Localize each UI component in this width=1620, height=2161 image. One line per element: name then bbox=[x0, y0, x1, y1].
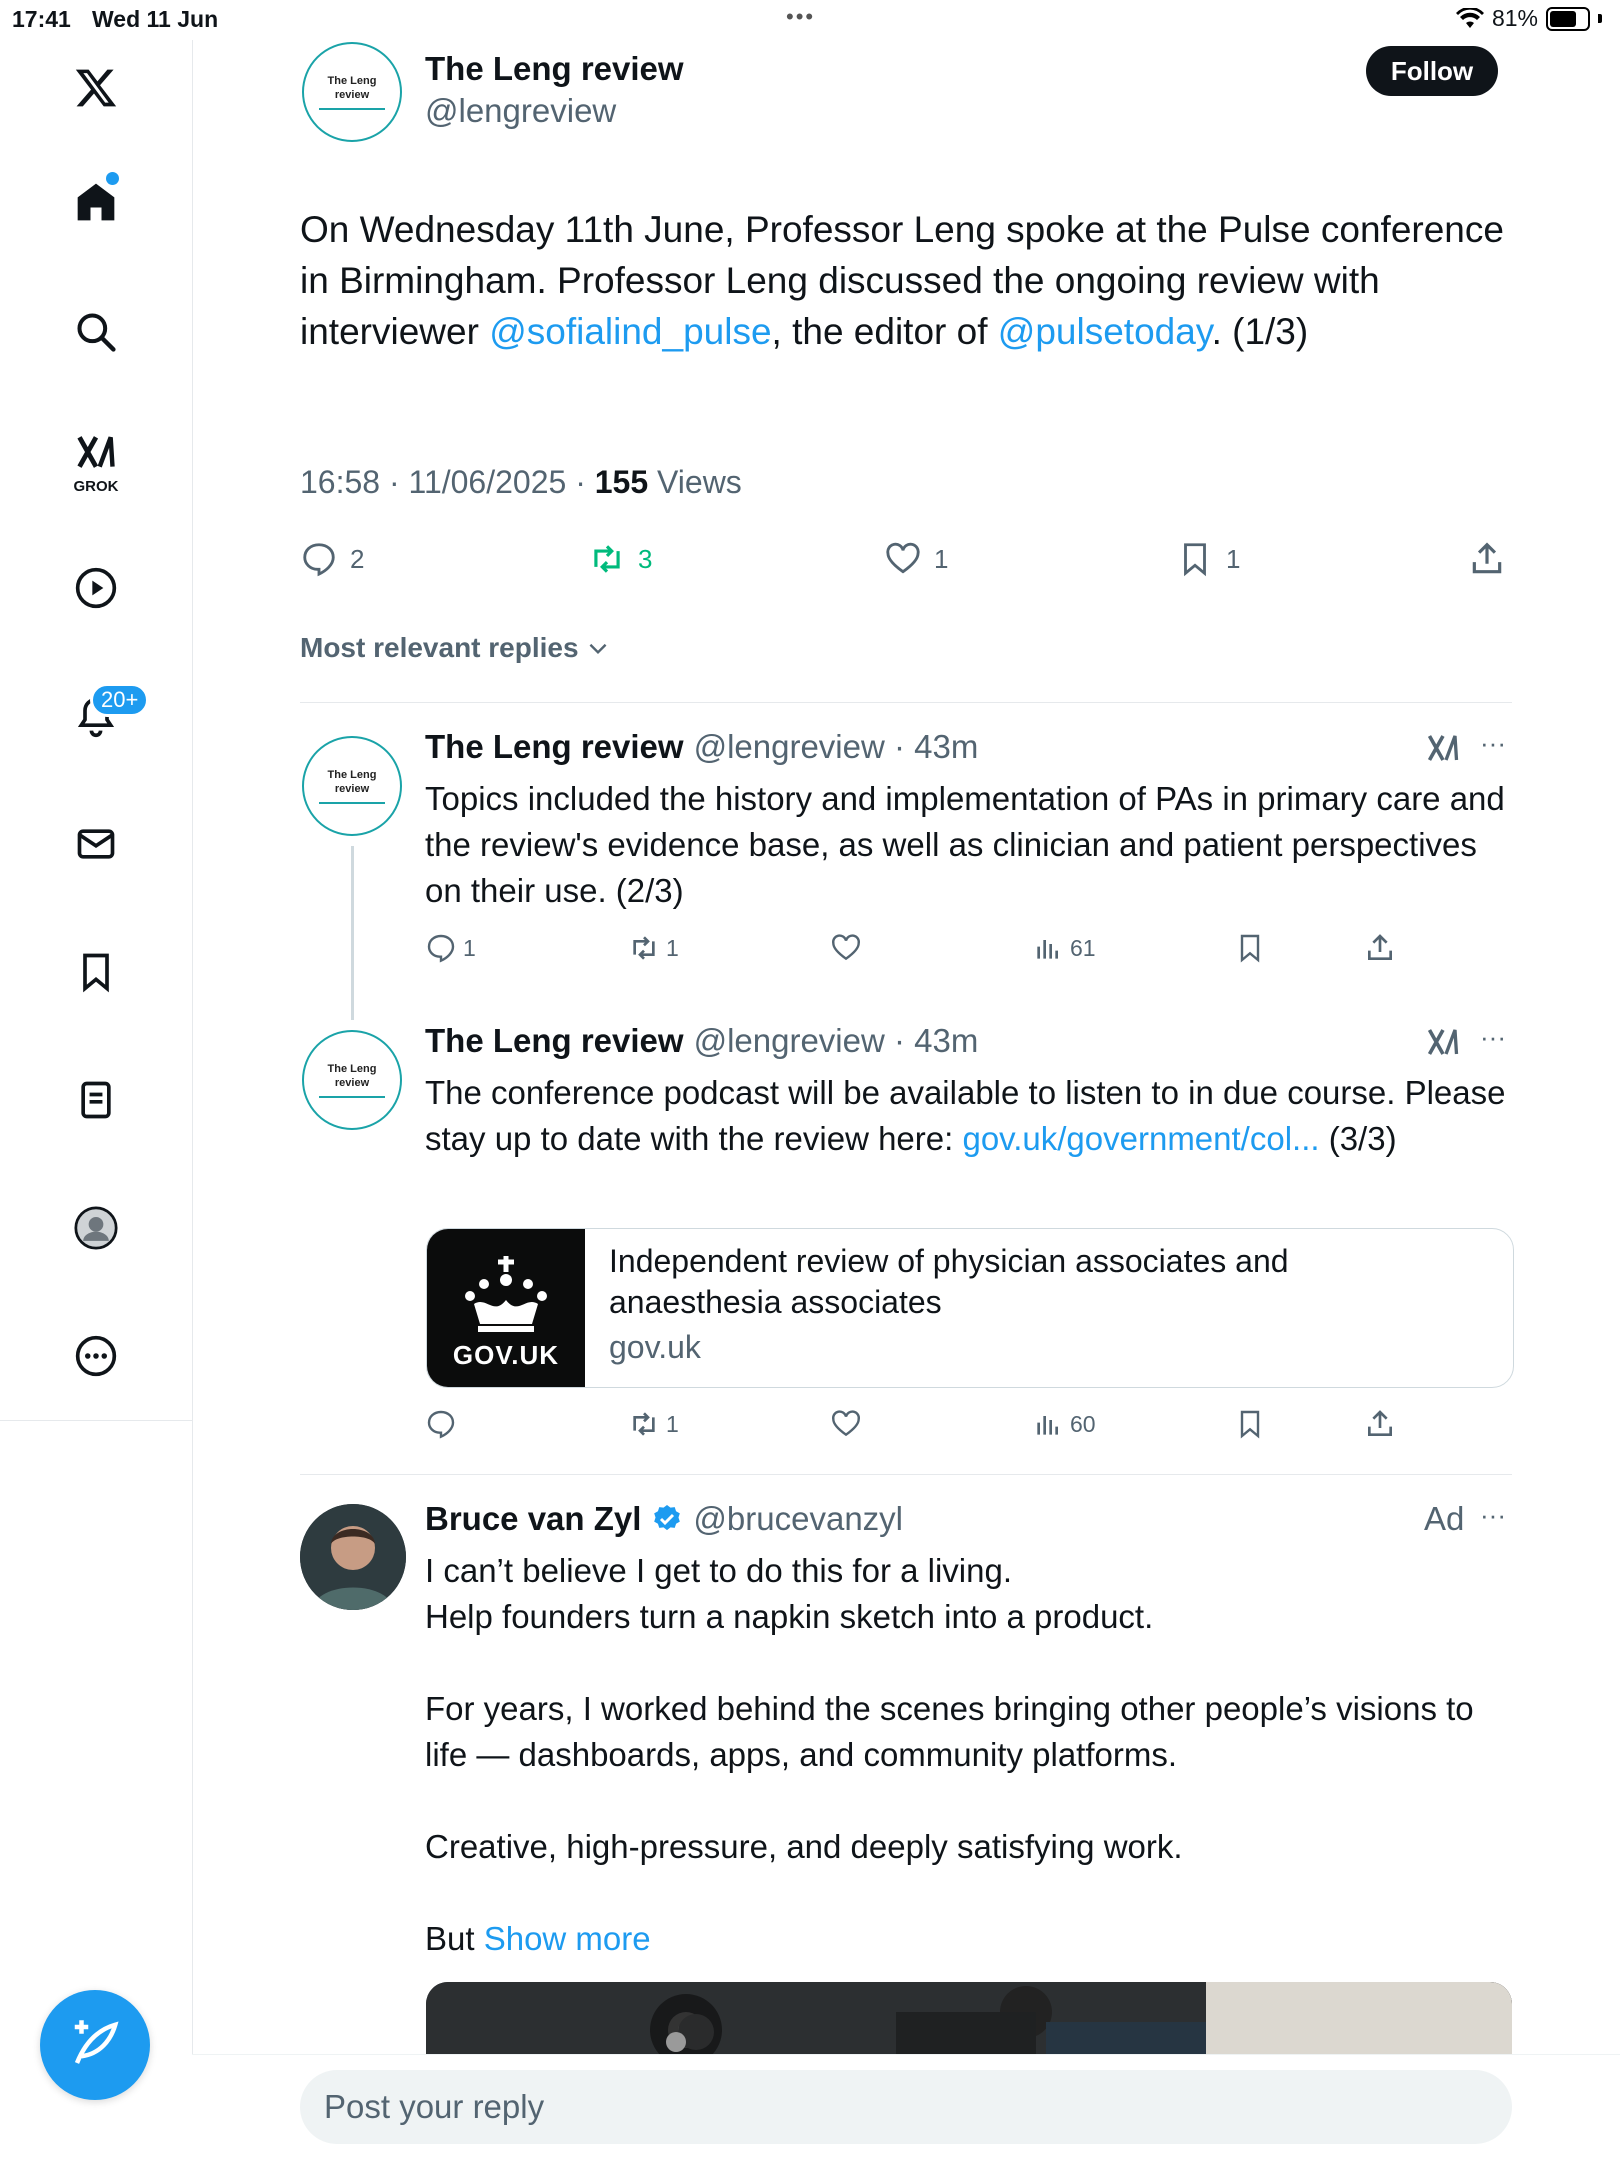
ad-author-name[interactable]: Bruce van Zyl bbox=[425, 1500, 642, 1537]
main-tweet-text bbox=[300, 204, 1512, 357]
ad-line2: Help founders turn a napkin sketch into a product. bbox=[425, 1598, 1154, 1635]
reply-header bbox=[425, 728, 978, 766]
ad-para4-text: But bbox=[425, 1920, 484, 1957]
bookmark-count: 1 bbox=[1226, 543, 1241, 574]
repost-icon bbox=[588, 540, 626, 578]
card-domain: gov.uk bbox=[609, 1329, 701, 1365]
bookmark-button[interactable] bbox=[1234, 1408, 1266, 1440]
avatar-underline bbox=[319, 1096, 384, 1098]
battery-tip bbox=[1598, 14, 1602, 23]
bookmark-button[interactable] bbox=[1234, 932, 1266, 964]
bookmark-icon bbox=[1234, 932, 1266, 964]
grok-label: GROK bbox=[73, 478, 119, 495]
main-tweet-text-part3: . (1/3) bbox=[1211, 311, 1309, 352]
crown-icon bbox=[458, 1252, 554, 1340]
analytics-icon bbox=[1032, 1408, 1064, 1440]
x-logo-icon[interactable] bbox=[66, 58, 126, 118]
main-tweet-avatar[interactable] bbox=[302, 42, 402, 142]
reply-button[interactable] bbox=[425, 1408, 457, 1440]
repost-count: 1 bbox=[666, 934, 679, 961]
gov-uk-link[interactable]: gov.uk/government/col... bbox=[962, 1120, 1320, 1157]
repost-count: 3 bbox=[638, 543, 653, 574]
avatar-underline bbox=[319, 108, 384, 110]
reply-header bbox=[425, 1022, 978, 1060]
status-right bbox=[1456, 5, 1602, 32]
show-more-link[interactable]: Show more bbox=[483, 1920, 651, 1957]
reply-text: Topics included the history and implementation of PAs in primary care and the review's evidence base, as well as clinician and patient perspectives on their use. (2/3) bbox=[425, 780, 1505, 909]
gov-uk-logo-text: GOV.UK bbox=[452, 1340, 560, 1370]
like-count: 1 bbox=[934, 543, 949, 574]
bookmark-button[interactable] bbox=[1176, 540, 1240, 578]
avatar-text-line1: The Leng bbox=[327, 769, 377, 781]
reply-author-meta[interactable]: @lengreview · 43m bbox=[693, 728, 979, 765]
share-button[interactable] bbox=[1364, 1408, 1396, 1440]
share-button[interactable] bbox=[1468, 540, 1506, 578]
link-preview-card[interactable] bbox=[426, 1228, 1514, 1388]
like-button[interactable] bbox=[830, 932, 862, 964]
share-icon bbox=[1364, 932, 1396, 964]
reply-author-meta[interactable]: @lengreview · 43m bbox=[693, 1022, 979, 1059]
thread-line bbox=[351, 846, 354, 1020]
views-count: 61 bbox=[1070, 934, 1096, 961]
main-tweet-text-part2: , the editor of bbox=[771, 311, 998, 352]
share-icon bbox=[1364, 1408, 1396, 1440]
battery-fill bbox=[1550, 11, 1576, 27]
bookmarks-icon[interactable] bbox=[66, 942, 126, 1002]
more-icon[interactable] bbox=[66, 1326, 126, 1386]
grok-icon[interactable] bbox=[66, 422, 126, 482]
status-date: Wed 11 Jun bbox=[92, 6, 219, 32]
avatar-text-line1: The Leng bbox=[327, 75, 377, 87]
follow-button[interactable]: Follow bbox=[1366, 46, 1498, 96]
avatar-text-line2: review bbox=[334, 783, 370, 795]
more-options-icon[interactable]: ··· bbox=[1480, 1022, 1506, 1052]
multitask-dots-icon[interactable]: ••• bbox=[786, 4, 816, 29]
avatar-text-line2: review bbox=[334, 1077, 370, 1089]
views-button[interactable] bbox=[1032, 1408, 1096, 1440]
ad-spacer bbox=[425, 1640, 1515, 1686]
sidebar-divider bbox=[0, 1420, 192, 1421]
share-button[interactable] bbox=[1364, 932, 1396, 964]
battery-icon bbox=[1546, 7, 1590, 31]
battery-percent: 81% bbox=[1491, 5, 1538, 31]
replies-sort-label: Most relevant replies bbox=[300, 632, 579, 663]
repost-icon bbox=[628, 1408, 660, 1440]
video-icon[interactable] bbox=[66, 558, 126, 618]
like-button[interactable] bbox=[884, 540, 948, 578]
heart-icon bbox=[830, 1408, 862, 1440]
reply-author-name[interactable]: The Leng review bbox=[425, 1022, 684, 1059]
search-icon[interactable] bbox=[66, 302, 126, 362]
person-photo-icon bbox=[300, 1504, 406, 1610]
repost-count: 1 bbox=[666, 1410, 679, 1437]
reply-avatar[interactable] bbox=[302, 736, 402, 836]
avatar-text-line1: The Leng bbox=[327, 1063, 377, 1075]
main-tweet-timestamp[interactable]: 16:58 · 11/06/2025 · bbox=[300, 464, 595, 500]
status-time: 17:41 bbox=[12, 6, 71, 32]
lists-icon[interactable] bbox=[66, 1070, 126, 1130]
card-title: Independent review of physician associates and anaesthesia associates bbox=[609, 1243, 1289, 1320]
mention-pulsetoday[interactable]: @pulsetoday bbox=[997, 311, 1212, 352]
main-tweet-author-handle[interactable]: @lengreview bbox=[425, 92, 617, 129]
ad-para3: Creative, high-pressure, and deeply satisfying work. bbox=[425, 1828, 1183, 1865]
ad-para4 bbox=[425, 1916, 1515, 1962]
profile-icon[interactable] bbox=[66, 1198, 126, 1258]
bookmark-icon bbox=[1176, 540, 1214, 578]
main-tweet-meta bbox=[300, 464, 742, 501]
ad-author-avatar[interactable] bbox=[300, 1504, 406, 1610]
heart-icon bbox=[830, 932, 862, 964]
views-label: Views bbox=[648, 464, 742, 500]
ad-media-image[interactable] bbox=[426, 1982, 1512, 2062]
main-tweet-author-name[interactable]: The Leng review bbox=[425, 50, 684, 87]
home-icon[interactable] bbox=[66, 172, 126, 232]
ad-header bbox=[425, 1500, 903, 1538]
ad-author-handle[interactable]: @brucevanzyl bbox=[693, 1500, 904, 1537]
reply-icon bbox=[425, 1408, 457, 1440]
ad-text bbox=[425, 1548, 1515, 1962]
ad-spacer bbox=[425, 1778, 1515, 1824]
reply-author-name[interactable]: The Leng review bbox=[425, 728, 684, 765]
reply-text-part2: (3/3) bbox=[1319, 1120, 1397, 1157]
studio-equipment-photo bbox=[426, 1982, 1512, 2062]
ad-label: Ad bbox=[1424, 1500, 1465, 1537]
avatar-underline bbox=[319, 802, 384, 804]
grok-explain-icon[interactable] bbox=[1425, 730, 1461, 766]
gov-uk-thumbnail bbox=[427, 1229, 585, 1387]
main-tweet-text-part1: On Wednesday 11th June, Professor Leng spoke at the Pulse conference in Birmingham. Professor Leng discussed the ongoing review with interviewer bbox=[300, 209, 1504, 352]
status-bar bbox=[0, 0, 1620, 40]
views-count: 60 bbox=[1070, 1410, 1096, 1437]
mention-sofialind[interactable]: @sofialind_pulse bbox=[489, 311, 772, 352]
repost-button[interactable] bbox=[588, 540, 652, 578]
views-count: 155 bbox=[594, 464, 649, 500]
reply-icon bbox=[300, 540, 338, 578]
reply-avatar[interactable] bbox=[302, 1030, 402, 1130]
replies-sort-dropdown[interactable] bbox=[300, 632, 611, 664]
more-options-icon[interactable]: ··· bbox=[1480, 1500, 1506, 1530]
compose-post-button[interactable] bbox=[40, 1990, 150, 2100]
divider bbox=[300, 1474, 1512, 1475]
bookmark-icon bbox=[1234, 1408, 1266, 1440]
reply-text-part1: The conference podcast will be available to listen to in due course. Please stay up to date with the review here: bbox=[425, 1074, 1506, 1157]
reply-icon bbox=[425, 932, 457, 964]
more-options-icon[interactable]: ··· bbox=[1480, 728, 1506, 758]
reply-button[interactable] bbox=[425, 932, 476, 964]
home-unread-dot bbox=[106, 172, 119, 185]
chevron-down-icon bbox=[585, 635, 611, 661]
grok-explain-icon[interactable] bbox=[1425, 1024, 1461, 1060]
analytics-icon bbox=[1032, 932, 1064, 964]
heart-icon bbox=[884, 540, 922, 578]
compose-feather-icon bbox=[68, 2018, 122, 2072]
reply-count: 2 bbox=[350, 543, 365, 574]
repost-button[interactable] bbox=[628, 1408, 679, 1440]
ad-spacer bbox=[425, 1870, 1515, 1916]
reply-button[interactable] bbox=[300, 540, 364, 578]
repost-icon bbox=[628, 932, 660, 964]
notifications-badge: 20+ bbox=[90, 683, 149, 717]
repost-button[interactable] bbox=[628, 932, 679, 964]
share-icon bbox=[1468, 540, 1506, 578]
ad-para2: For years, I worked behind the scenes bringing other people’s visions to life — dashboards, apps, and community platforms. bbox=[425, 1690, 1474, 1773]
ad-line1: I can’t believe I get to do this for a living. bbox=[425, 1552, 1012, 1589]
reply-count: 1 bbox=[463, 934, 476, 961]
messages-icon[interactable] bbox=[66, 814, 126, 874]
wifi-icon bbox=[1456, 8, 1484, 30]
like-button[interactable] bbox=[830, 1408, 862, 1440]
avatar-text-line2: review bbox=[334, 89, 370, 101]
divider bbox=[300, 702, 1512, 703]
reply-text bbox=[425, 1070, 1515, 1162]
verified-badge-icon bbox=[651, 1503, 683, 1535]
views-button[interactable] bbox=[1032, 932, 1096, 964]
reply-input[interactable]: Post your reply bbox=[300, 2070, 1512, 2144]
